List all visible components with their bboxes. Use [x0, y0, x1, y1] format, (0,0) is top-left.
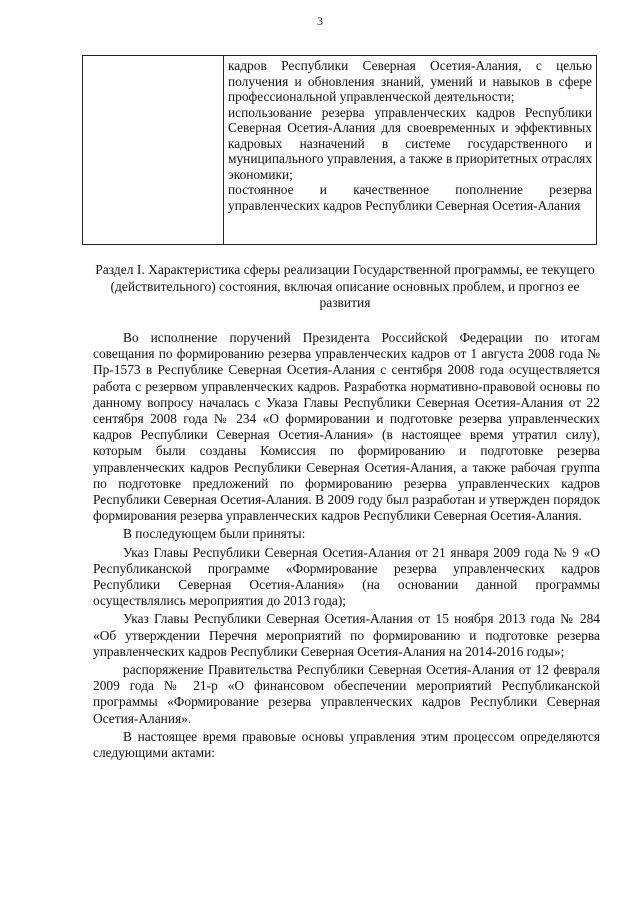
body-paragraph: Указ Главы Республики Северная Осетия-Алания от 21 января 2009 года № 9 «О Республиканской программе «Формирование резерва управленческих кадров Республики Северная Осетия-Алания» (на основании данной программы осуществлялись мероприятия до 2013 года);	[93, 544, 600, 609]
body-paragraph: В настоящее время правовые основы управления этим процессом определяются следующими актами:	[93, 728, 600, 761]
body-paragraph: Указ Главы Республики Северная Осетия-Алания от 15 ноября 2013 года № 284 «Об утверждении Перечня мероприятий по формированию и подготовке резерва управленческих кадров Республики Северная Осетия-Алания на 2014-2016 годы»;	[93, 611, 600, 659]
goals-table	[82, 55, 597, 245]
table-column-divider	[223, 56, 224, 244]
table-cell-paragraph: кадров Республики Северная Осетия-Алания, с целью получения и обновления знаний, умений и навыков в сфере профессиональной управленческой деятельности;	[228, 58, 592, 104]
page-number: 3	[317, 14, 323, 28]
table-cell-paragraph: постоянное и качественное пополнение резерва управленческих кадров Республики Северная Осетия-Алания	[228, 182, 592, 213]
table-right-cell	[228, 58, 592, 213]
table-cell-paragraph: использование резерва управленческих кадров Республики Северная Осетия-Алания для своевременных и эффективных кадровых назначений в системе государственного и муниципального управления, а также в приоритетных отраслях экономики;	[228, 104, 592, 182]
body-paragraph: распоряжение Правительства Республики Северная Осетия-Алания от 12 февраля 2009 года № 21-р «О финансовом обеспечении мероприятий Республиканской программы «Формирование резерва управленческих кадров Республики Северная Осетия-Алания».	[93, 662, 600, 726]
body-text	[93, 330, 600, 761]
section-heading: Раздел I. Характеристика сферы реализации Государственной программы, ее текущего (действительного) состояния, включая описание основных проблем, и прогноз ее развития	[95, 262, 595, 310]
body-paragraph: В последующем были приняты:	[123, 526, 306, 542]
body-paragraph: Во исполнение поручений Президента Российской Федерации по итогам совещания по формированию резерва управленческих кадров от 1 августа 2008 года № Пр-1573 в Республике Северная Осетия-Алания с сентября 2008 года осуществляется работа с резервом управленческих кадров. Разработка нормативно-правовой основы по данному вопросу началась с Указа Главы Республики Северная Осетия-Алания от 22 сентября 2008 года № 234 «О формировании и подготовке резерва управленческих кадров Республики Северная Осетия-Алания» (в настоящее время утратил силу), которым были созданы Комиссия по формированию и подготовке резерва управленческих кадров Республики Северная Осетия-Алания, а также рабочая группа по подготовке предложений по формированию резерва управленческих кадров Республики Северная Осетия-Алания. В 2009 году был разработан и утвержден порядок формирования резерва управленческих кадров Республики Северная Осетия-Алания.	[93, 330, 600, 524]
